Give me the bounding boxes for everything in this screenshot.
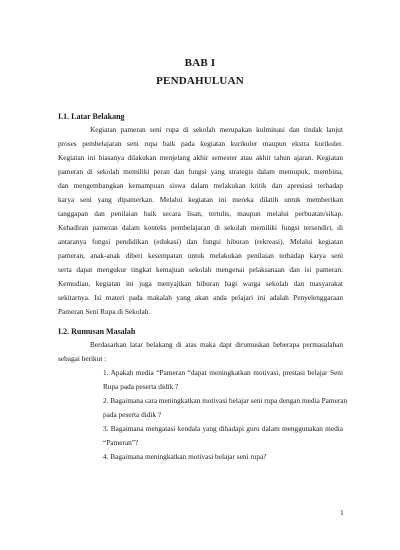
paragraph-line: serta dapat mengukur tingkat kemajuan sekolah mengenai pelaksanaan dan isi pameran. [58, 265, 343, 274]
chapter-number: BAB I [184, 57, 216, 69]
list-item: 1. Apakah media “Pameran “dapat meningkatkan motivasi, prestasi belajar Seni [103, 368, 343, 377]
paragraph-line: Kehadiran pameran dalam konteks pembelajaran di sekolah memiliki fungsi tersendiri, di [58, 223, 343, 232]
paragraph-line: Kemudian, kegiatan ini juga menyajikan hiburan bagi warga sekolah dan masyarakat [58, 279, 343, 288]
paragraph-line: antaranya fungsi pendidikan (edukasi) dan fungsi hiburan (rekreasi). Melalui kegiatan [58, 237, 343, 246]
list-item: 4. Bagaimana meningkatkan motivasi belajar seni rupa? [103, 452, 267, 461]
chapter-title: PENDAHULUAN [156, 75, 244, 87]
paragraph-line: sebagai berikut : [58, 354, 107, 363]
paragraph-line: Kegiatan ini biasanya dilakukan menjelang akhir semester atau akhir tahun ajaran. Kegiatan [58, 153, 343, 162]
list-item: 2. Bagaimana cara meningkatkan motivasi belajar seni rupa dengan media Pameran [103, 396, 348, 405]
paragraph-line: Pameran Seni Rupa di Sekolah. [58, 307, 151, 316]
paragraph-line: karya seni yang dipamerkan. Melalui kegiatan ini mereka dilatih untuk memberikan [58, 195, 343, 204]
paragraph-line: Berdasarkan latar belakang di atas maka dapt dirumuskan beberapa permasalahan [90, 340, 343, 349]
paragraph-line: proses pembelajaran seni rupa baik pada kegiatan kurikuler maupun ekstra kurikuler. [58, 139, 343, 148]
section-heading-rumusan-masalah: I.2. Rumusan Masalah [58, 327, 136, 336]
section-heading-latar-belakang: I.1. Latar Belakang [58, 112, 125, 121]
paragraph-line: tanggapan dan penilaian baik secara lisan, tertulis, maupun melalui perbuatan/sikap. [58, 209, 343, 218]
list-item-continuation: pada peserta didik ? [103, 410, 162, 419]
list-item-continuation: “Pameran”? [103, 438, 139, 447]
list-item-continuation: Rupa pada peserta didik ? [103, 382, 179, 391]
paragraph-line: dan mengembangkan kemampuan siswa dalam melakukan kritik dan apresiasi terhadap [58, 181, 343, 190]
paragraph-line: Kegiatan pameran seni rupa di sekolah merupakan kulminasi dan tindak lanjut [90, 125, 343, 134]
paragraph-line: sekitarnya. Isi materi pada makalah yang akan anda pelajari ini adalah Penyelenggaraan [58, 293, 343, 302]
list-item: 3. Bagaimana mengatasi kendala yang dihadapi guru dalam menggunakan media [103, 424, 343, 433]
paragraph-line: pameran di sekolah memiliki peran dan fungsi yang strategis dalam memupuk, membina, [58, 167, 343, 176]
page-number: 1 [340, 508, 344, 517]
paragraph-line: pameran, anak-anak diberi kesempatan untuk melakukan penilaian terhadap karya seni [58, 251, 343, 260]
